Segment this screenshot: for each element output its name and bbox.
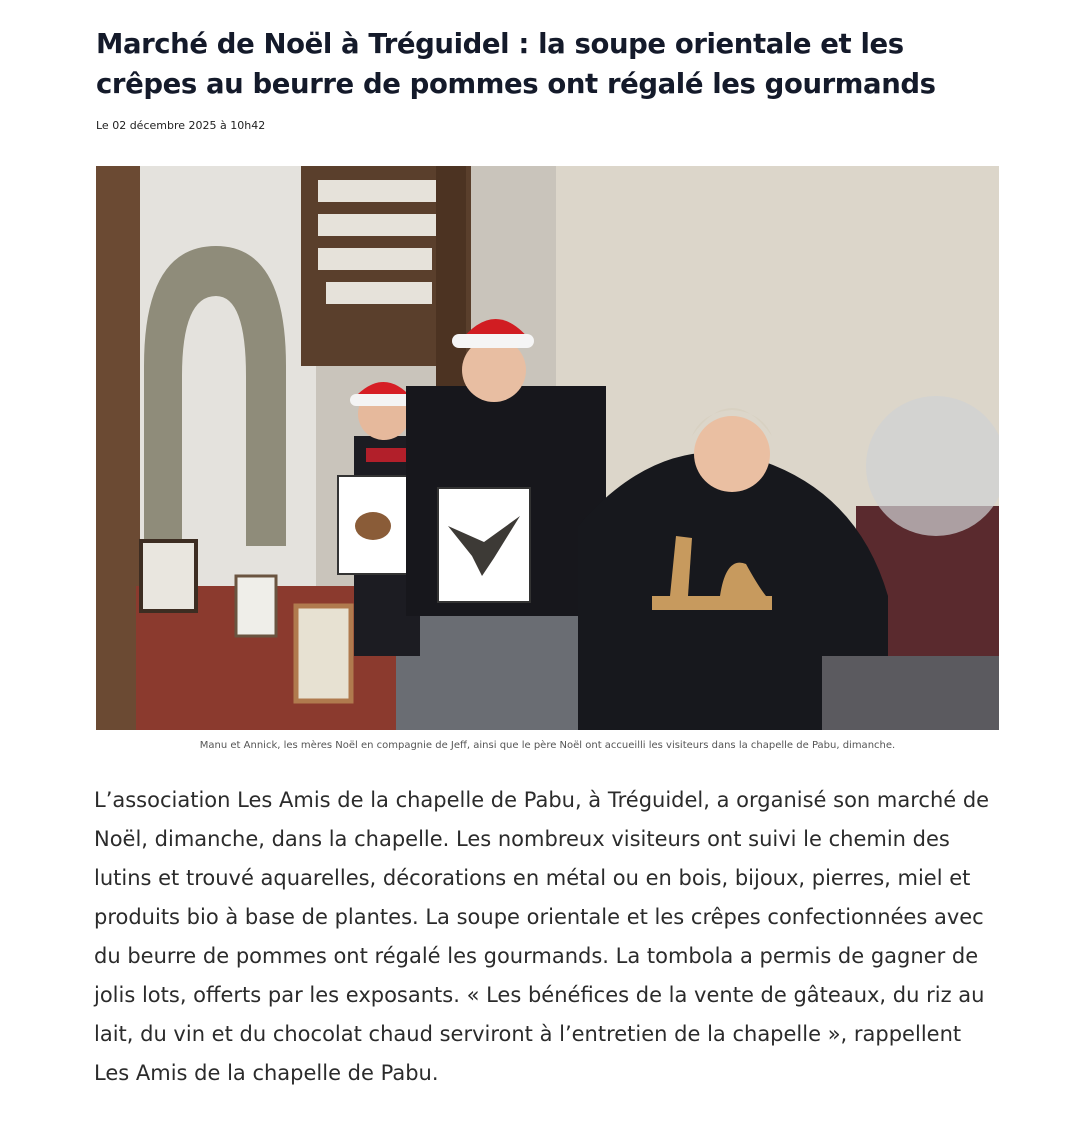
article-title: Marché de Noël à Tréguidel : la soupe orientale et les crêpes au beurre de pommes ont régalé les gourmands <box>96 28 936 100</box>
article-photo[interactable] <box>96 166 999 730</box>
photo-illustration <box>96 166 999 730</box>
publication-date: Le 02 décembre 2025 à 10h42 <box>96 119 266 132</box>
article-body: L’association Les Amis de la chapelle de Pabu, à Tréguidel, a organisé son marché de Noël, dimanche, dans la chapelle. Les nombreux visiteurs ont suivi le chemin des lutins et trouvé aquarelles, décorations en métal ou en bois, bijoux, pierres, miel et produits bio à base de plantes. La soupe orientale et les crêpes confectionnées avec du beurre de pommes ont régalé les gourmands. La tombola a permis de gagner de jolis lots, offerts par les exposants. « Les bénéfices de la vente de gâteaux, du riz au lait, du vin et du chocolat chaud serviront à l’entretien de la chapelle », rappellent Les Amis de la chapelle de Pabu. <box>94 788 990 1085</box>
photo-caption: Manu et Annick, les mères Noël en compagnie de Jeff, ainsi que le père Noël ont accueilli les visiteurs dans la chapelle de Pabu, dimanche. <box>199 740 896 751</box>
